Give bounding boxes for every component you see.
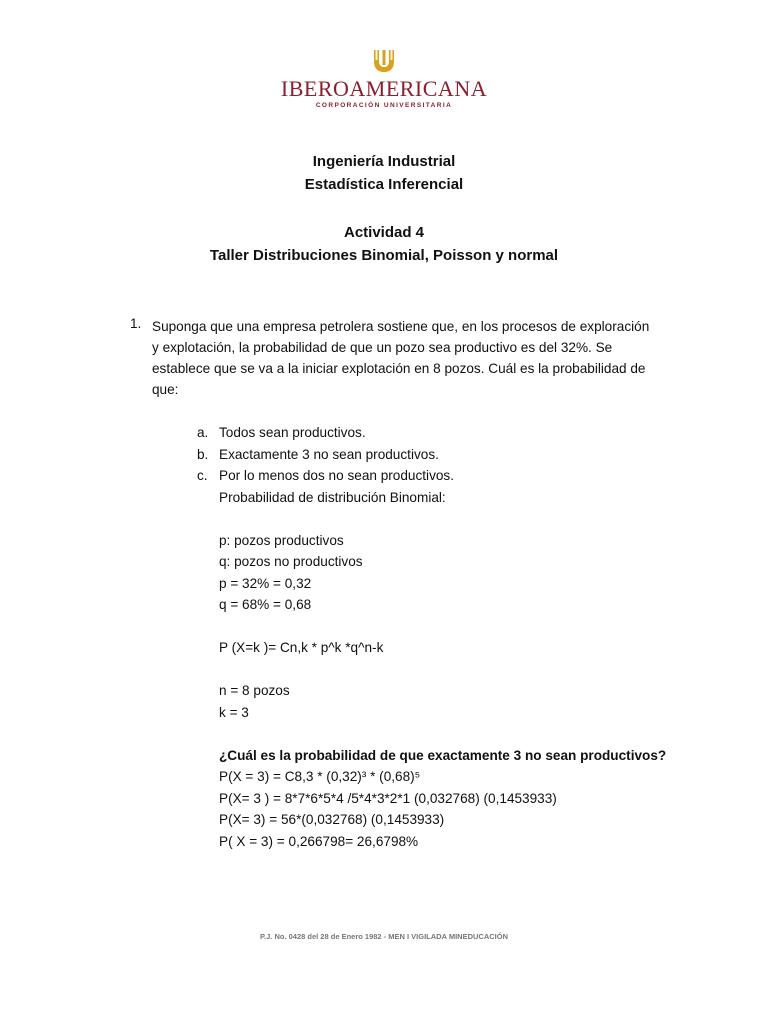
option-text: Por lo menos dos no sean productivos. (219, 468, 455, 483)
option-a (0, 422, 768, 444)
option-text: Todos sean productivos. (219, 425, 366, 440)
q-value: q = 68% = 0,68 (219, 597, 312, 612)
q-definition: q: pozos no productivos (219, 554, 363, 569)
question-1 (0, 316, 768, 400)
activity-title: Actividad 4 (343, 224, 425, 241)
logo-name: IBEROAMERICANA (280, 76, 488, 101)
option-c (0, 465, 768, 487)
question-line: establece que se va a la iniciar explotación en 8 pozos. Cuál es la probabilidad de (152, 361, 646, 376)
option-letter: b. (197, 446, 209, 462)
sub-question: ¿Cuál es la probabilidad de que exactamente 3 no sean productivos? (219, 747, 667, 763)
question-text (152, 316, 652, 400)
logo-emblem-icon (371, 48, 397, 74)
question-line: y explotación, la probabilidad de que un pozo sea productivo es del 32%. Se (152, 340, 613, 355)
p-definition: p: pozos productivos (219, 532, 344, 548)
n-value: n = 8 pozos (219, 683, 290, 698)
binomial-formula: P (X=k )= Cn,k * p^k *q^n-k (219, 640, 384, 655)
question-options (0, 422, 768, 487)
question-line: que: (152, 382, 179, 397)
calculation-step: P(X = 3) = C8,3 * (0,32)³ * (0,68)⁵ (219, 769, 421, 784)
solution-heading: Probabilidad de distribución Binomial: (219, 489, 446, 505)
program-title: Ingeniería Industrial (312, 153, 456, 170)
option-letter: a. (197, 425, 209, 440)
calculation-result: P( X = 3) = 0,266798= 26,6798% (219, 833, 419, 849)
logo-subtitle: CORPORACIÓN UNIVERSITARIA (315, 102, 453, 109)
k-value: k = 3 (219, 704, 249, 720)
document-body (0, 316, 768, 852)
workshop-title: Taller Distribuciones Binomial, Poisson y normal (209, 247, 559, 264)
course-title: Estadística Inferencial (304, 176, 464, 193)
calculation-step: P(X= 3 ) = 8*7*6*5*4 /5*4*3*2*1 (0,032768) (0,1453933) (219, 790, 557, 806)
institution-logo (0, 48, 768, 109)
p-value: p = 32% = 0,32 (219, 575, 312, 591)
page-footer: P.J. No. 0428 del 28 de Enero 1982 - MEN I VIGILADA MINEDUCACIÓN (260, 932, 508, 941)
option-b (0, 444, 768, 466)
question-number: 1. (130, 316, 142, 331)
option-letter: c. (197, 468, 208, 483)
question-line: Suponga que una empresa petrolera sostiene que, en los procesos de exploración (152, 319, 650, 334)
document-header (0, 150, 768, 267)
solution-work (219, 487, 768, 853)
option-text: Exactamente 3 no sean productivos. (219, 446, 439, 462)
calculation-step: P(X= 3) = 56*(0,032768) (0,1453933) (219, 812, 445, 827)
